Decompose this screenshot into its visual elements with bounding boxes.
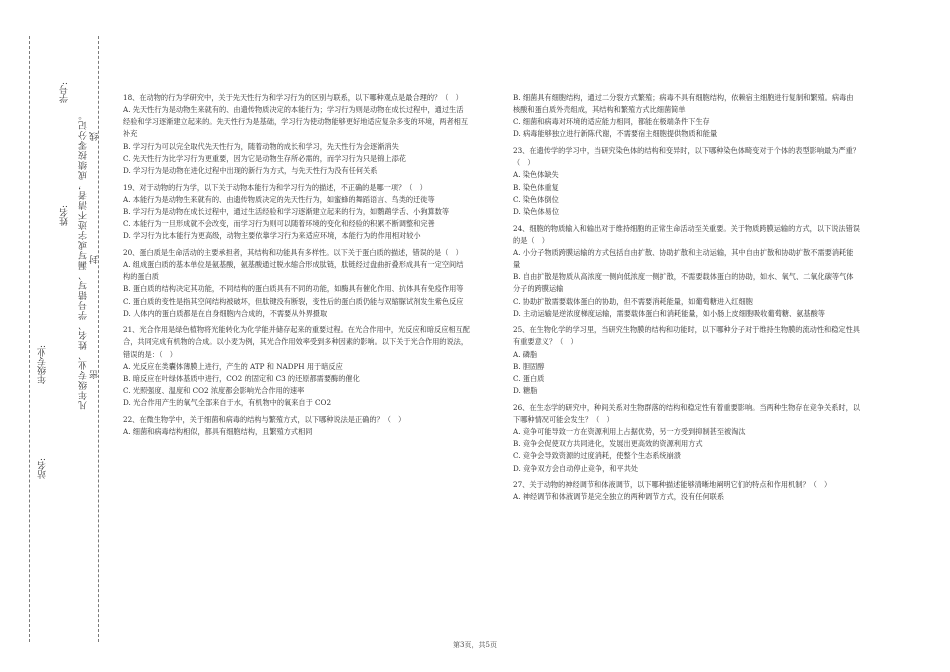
answer-option: B. 暗反应在叶绿体基质中进行，CO2 的固定和 C3 的还原都需要酶的催化: [123, 373, 360, 383]
question-block: [123, 92, 470, 177]
question-stem: 24、细胞的物质输入和输出对于维持细胞的正常生命活动至关重要。关于物质跨膜运输的方式，以下说法错误的是（ ）: [513, 223, 860, 245]
answer-option: B. 蛋白质的结构决定其功能，不同结构的蛋白质具有不同的功能，如酶具有催化作用、抗体具有免疫作用等: [123, 284, 464, 294]
answer-option: C. 染色体倒位: [513, 194, 559, 204]
question-stem: 26、在生态学的研究中，种间关系对生物群落的结构和稳定性有着重要影响。当两种生物存在竞争关系时，以下哪种情况可能会发生？（ ）: [513, 402, 860, 424]
answer-option: A. 染色体缺失: [513, 170, 559, 180]
answer-option: A. 竞争可能导致一方在资源利用上占据优势，另一方受到抑制甚至被淘汰: [513, 427, 746, 437]
question-block: [123, 414, 470, 438]
question-block: [513, 479, 860, 503]
answer-option: A. 本能行为是动物生来就有的、由遗传物质决定的先天性行为，如蜜蜂的舞蹈语言、鸟类的迁徙等: [123, 194, 435, 204]
question-stem: 25、在生物化学的学习里，当研究生物膜的结构和功能时，以下哪种分子对于维持生物膜的流动性和稳定性具有重要意义？（ ）: [513, 325, 860, 347]
binding-notice: 凡年级专业、姓名、学号错写、漏写或字迹不清者，成绩按零分记。: [79, 110, 89, 410]
question-stem: 27、关于动物的神经调节和体液调节，以下哪种描述能够清晰地阐明它们的特点和作用机制？（ ）: [513, 480, 832, 490]
answer-option: D. 学习行为是动物在进化过程中出现的新行为方式，与先天性行为没有任何关系: [123, 165, 378, 175]
answer-option: A. 细菌和病毒结构相似，都具有细胞结构，且繁殖方式相同: [123, 427, 313, 437]
page-footer: 第3页，共5页: [453, 641, 497, 649]
answer-option: B. 学习行为可以完全取代先天性行为，随着动物的成长和学习，先天性行为会逐渐消失: [123, 141, 399, 151]
tear-mark-secret: 密: [90, 370, 100, 379]
answer-option: C. 细菌和病毒对环境的适应能力相同，都能在极端条件下生存: [513, 117, 710, 127]
answer-option: C. 先天性行为比学习行为更重要，因为它是动物生存所必需的，而学习行为只是锦上添花: [123, 153, 406, 163]
answer-option: D. 人体内的蛋白质都是在自身细胞内合成的，不需要从外界摄取: [123, 308, 328, 318]
answer-option: D. 竞争双方会自动停止竞争，和平共处: [513, 463, 639, 473]
cut-line-outer: [29, 36, 30, 642]
answer-option: B. 竞争会促使双方共同进化，发展出更高效的资源利用方式: [513, 439, 703, 449]
answer-option: D. 光合作用产生的氧气全部来自于水，有机物中的氧来自于 CO2: [123, 398, 332, 408]
question-block: [513, 145, 860, 218]
question-stem: 20、蛋白质是生命活动的主要承担者，其结构和功能具有多样性。以下关于蛋白质的描述，错误的是（ ）: [123, 247, 463, 257]
label-student-id: 学号:: [60, 82, 70, 104]
question-block: [123, 182, 470, 243]
answer-option: A. 组成蛋白质的基本单位是氨基酸，氨基酸通过脱水缩合形成肽链，肽链经过盘曲折叠形成具有一定空间结构的蛋白质: [123, 260, 464, 282]
binding-strip: [0, 0, 108, 672]
label-grade-major: 年级专业:: [38, 345, 48, 385]
question-stem: 19、对于动物的行为学，以下关于动物本能行为和学习行为的描述，不正确的是哪一项？（ ）: [123, 182, 427, 192]
question-stem: 22、在微生物学中，关于细菌和病毒的结构与繁殖方式，以下哪种说法是正确的？（ ）: [123, 414, 406, 424]
left-column: [123, 92, 470, 443]
question-block: [123, 324, 470, 409]
answer-option: D. 病毒能够独立进行新陈代谢，不需要宿主细胞提供物质和能量: [513, 129, 718, 139]
question-stem: 18、在动物的行为学研究中，关于先天性行为和学习行为的区别与联系，以下哪种观点是最合理的？（ ）: [123, 93, 463, 102]
question-block: [513, 223, 860, 320]
answer-option: D. 主动运输是逆浓度梯度运输，需要载体蛋白和消耗能量，如小肠上皮细胞吸收葡萄糖、氨基酸等: [513, 308, 825, 318]
answer-option: C. 本能行为一旦形成就不会改变，而学习行为则可以随着环境的变化和经验的积累不断调整和完善: [123, 219, 435, 229]
answer-option: A. 先天性行为是动物生来就有的、由遗传物质决定的本能行为；学习行为则是动物在成长过程中，通过生活经验和学习逐渐建立起来的。先天性行为是基础，学习行为使动物能够更好地适应复杂多变的环境，两者相互补充: [123, 105, 469, 139]
answer-option: A. 光反应在类囊体薄膜上进行，产生的 ATP 和 NADPH 用于暗反应: [123, 361, 343, 371]
label-name: 姓名:: [60, 205, 70, 227]
tear-mark-line: 线: [90, 132, 100, 141]
answer-option: C. 光照强度、温度和 CO2 浓度都会影响光合作用的速率: [123, 386, 305, 396]
answer-option: D. 学习行为比本能行为更高级，动物主要依靠学习行为来适应环境，本能行为的作用相对较小: [123, 231, 421, 241]
cut-line-inner: [98, 36, 99, 642]
answer-option: C. 蛋白质的变性是指其空间结构被破坏，但肽键没有断裂，变性后的蛋白质仍能与双缩脲试剂发生紫色反应: [123, 296, 464, 306]
label-station: 站名:: [38, 458, 48, 480]
answer-option: D. 糖脂: [513, 386, 538, 396]
answer-option: A. 小分子物质跨膜运输的方式包括自由扩散、协助扩散和主动运输，其中自由扩散和协助扩散不需要消耗能量: [513, 247, 854, 270]
answer-option: B. 细菌具有细胞结构，通过二分裂方式繁殖；病毒不具有细胞结构，依赖宿主细胞进行复制和繁殖。病毒由核酸和蛋白质外壳组成，其结构和繁殖方式比细菌简单: [513, 93, 854, 115]
question-stem: 21、光合作用是绿色植物将光能转化为化学能并储存起来的重要过程。在光合作用中，光反应和暗反应相互配合，共同完成有机物的合成。以小麦为例，其光合作用效率受到多种因素的影响。以下关于光合作用的说法，错误的是：（ ）: [123, 325, 470, 359]
question-block: [513, 402, 860, 475]
question-block: [513, 324, 860, 397]
answer-option: B. 自由扩散是物质从高浓度一侧向低浓度一侧扩散，不需要载体蛋白的协助，如水、氧气、二氧化碳等气体分子的跨膜运输: [513, 272, 854, 294]
answer-option: C. 竞争会导致资源的过度消耗，使整个生态系统崩溃: [513, 451, 681, 461]
answer-option: C. 蛋白质: [513, 373, 545, 383]
right-column: [513, 92, 860, 508]
answer-option: B. 胆固醇: [513, 361, 545, 371]
question-stem: 23、在遗传学的学习中，当研究染色体的结构和变异时，以下哪种染色体畸变对于个体的表型影响最为严重？（ ）: [513, 146, 860, 168]
answer-option: C. 协助扩散需要载体蛋白的协助，但不需要消耗能量，如葡萄糖进入红细胞: [513, 296, 753, 306]
question-block: [123, 247, 470, 320]
question-block: [513, 92, 860, 141]
answer-option: A. 磷脂: [513, 349, 538, 359]
answer-option: B. 学习行为是动物在成长过程中，通过生活经验和学习逐渐建立起来的行为，如鹦鹉学舌、小狗算数等: [123, 206, 450, 216]
answer-option: D. 染色体易位: [513, 206, 560, 216]
answer-option: A. 神经调节和体液调节是完全独立的两种调节方式，没有任何联系: [513, 492, 725, 502]
tear-mark-seal: 封: [90, 255, 100, 264]
answer-option: B. 染色体重复: [513, 182, 559, 192]
